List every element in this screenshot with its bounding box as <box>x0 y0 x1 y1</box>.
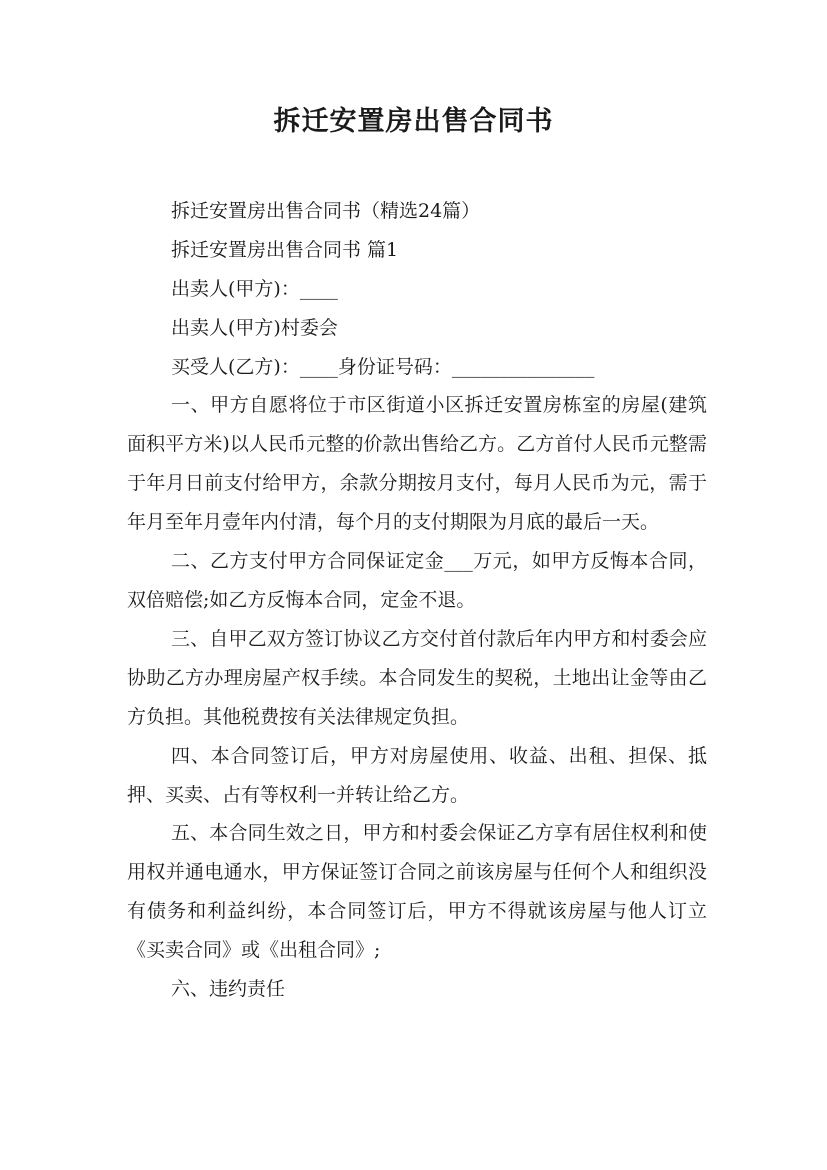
document-body <box>127 192 707 1009</box>
clause-4: 四、本合同签订后，甲方对房屋使用、收益、出租、担保、抵押、买卖、占有等权利一并转让给乙方。 <box>127 744 707 806</box>
clause-1: 一、甲方自愿将位于市区街道小区拆迁安置房栋室的房屋(建筑面积平方米)以人民币元整的价款出售给乙方。乙方首付人民币元整需于年月日前支付给甲方，余款分期按月支付，每月人民币为元，需于年月至年月壹年内付清，每个月的支付期限为月底的最后一天。 <box>127 394 707 534</box>
clause-2: 二、乙方支付甲方合同保证定金___万元，如甲方反悔本合同，双倍赔偿;如乙方反悔本合同，定金不退。 <box>127 550 707 611</box>
document-title: 拆迁安置房出售合同书 <box>273 106 554 137</box>
clause-6-heading: 六、违约责任 <box>171 978 286 1001</box>
subtitle: 拆迁安置房出售合同书（精选24篇） <box>171 200 481 222</box>
buyer-line: 买受人(乙方)：____身份证号码：_______________ <box>171 355 595 378</box>
seller-line: 出卖人(甲方)：____ <box>171 277 338 300</box>
clause-5: 五、本合同生效之日，甲方和村委会保证乙方享有居住权利和使用权并通电通水，甲方保证签订合同之前该房屋与任何个人和组织没有债务和利益纠纷，本合同签订后，甲方不得就该房屋与他人订立《买卖合同》或《出租合同》; <box>127 822 707 962</box>
clause-3: 三、自甲乙双方签订协议乙方交付首付款后年内甲方和村委会应协助乙方办理房屋产权手续。本合同发生的契税，土地出让金等由乙方负担。其他税费按有关法律规定负担。 <box>127 627 707 728</box>
seller-village-line: 出卖人(甲方)村委会 <box>171 316 338 339</box>
section-heading: 拆迁安置房出售合同书 篇1 <box>171 238 399 261</box>
